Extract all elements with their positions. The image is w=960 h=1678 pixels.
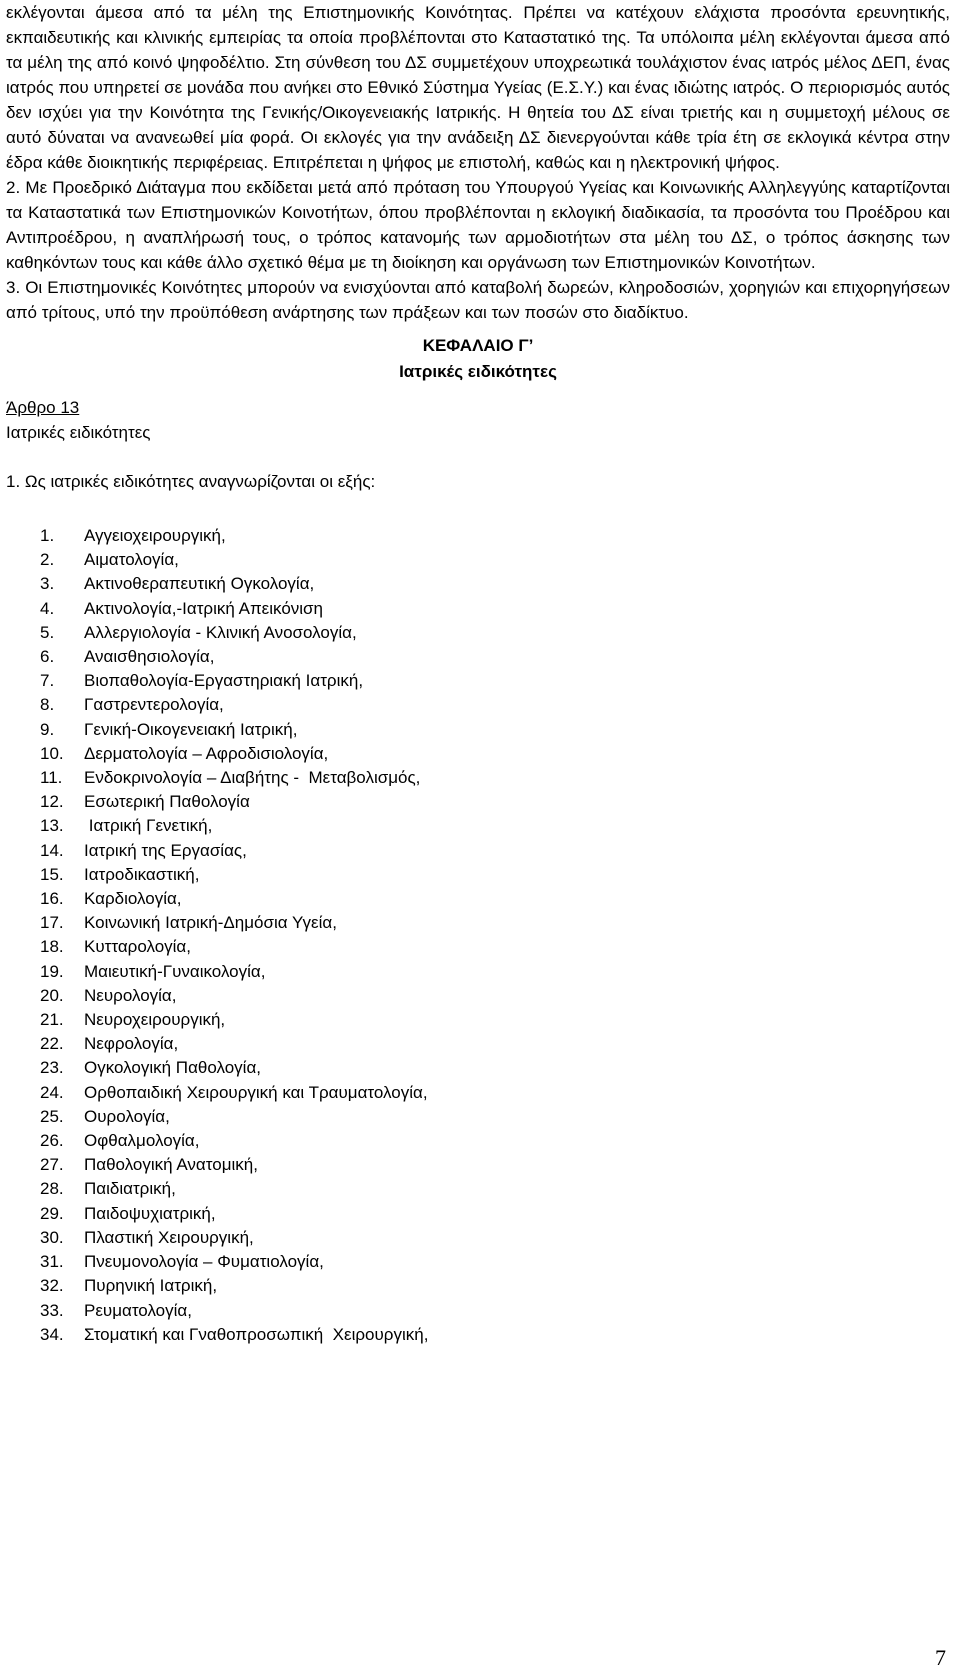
list-item-number: 19. [40, 961, 64, 981]
list-item-text: Βιοπαθολογία-Εργαστηριακή Ιατρική, [84, 671, 364, 691]
list-item-text: Πνευμονολογία – Φυματιολογία, [84, 1252, 324, 1272]
list-item [40, 1032, 950, 1056]
list-item-text: Κυτταρολογία, [84, 937, 191, 957]
chapter-heading: ΚΕΦΑΛΑΙΟ Γ’ [422, 336, 534, 355]
list-item [40, 935, 950, 959]
chapter-title: Ιατρικές ειδικότητες [399, 362, 557, 381]
list-item-text: Πυρηνική Ιατρική, [84, 1276, 218, 1296]
list-item-text: Ενδοκρινολογία – Διαβήτης - Μεταβολισμός, [84, 768, 421, 788]
list-item-number: 5. [40, 622, 55, 642]
list-item-number: 13. [40, 816, 64, 836]
article-title: Ιατρικές ειδικότητες [6, 423, 151, 442]
list-item-number: 22. [40, 1034, 64, 1054]
list-item [40, 814, 950, 838]
list-item [40, 1081, 950, 1105]
list-item-number: 29. [40, 1203, 64, 1223]
list-item-text: Πλαστική Χειρουργική, [84, 1227, 254, 1247]
list-item [40, 984, 950, 1008]
list-item-text: Αγγειοχειρουργική, [84, 526, 226, 545]
list-item-text: Ορθοπαιδική Χειρουργική και Τραυματολογία, [84, 1082, 428, 1102]
list-item [40, 1226, 950, 1250]
list-item-number: 21. [40, 1010, 64, 1030]
list-item-number: 9. [40, 719, 55, 739]
list-item [40, 1323, 950, 1347]
list-item-number: 30. [40, 1227, 64, 1247]
document-body [6, 0, 950, 1347]
list-item [40, 960, 950, 984]
list-item-text: Αναισθησιολογία, [84, 647, 215, 667]
list-item-number: 1. [40, 526, 55, 545]
list-item [40, 1274, 950, 1298]
list-item-text: Εσωτερική Παθολογία [84, 792, 250, 812]
list-item-text: Ουρολογία, [84, 1106, 170, 1126]
list-item [40, 572, 950, 596]
list-item-number: 3. [40, 574, 55, 594]
list-item-number: 33. [40, 1300, 64, 1320]
list-item-text: Δερματολογία – Αφροδισιολογία, [84, 743, 329, 763]
list-item-number: 14. [40, 840, 64, 860]
list-item-text: Ιατρική της Εργασίας, [84, 840, 247, 860]
list-item-number: 18. [40, 937, 64, 957]
article-label: Άρθρο 13 [6, 398, 80, 417]
list-item [40, 1177, 950, 1201]
list-item-text: Καρδιολογία, [84, 889, 182, 909]
list-item-number: 7. [40, 671, 55, 691]
list-item [40, 790, 950, 814]
list-item [40, 1250, 950, 1274]
intro-paragraph: εκλέγονται άμεσα από τα μέλη της Επιστημονικής Κοινότητας. Πρέπει να κατέχουν ελάχιστα προσόντα ερευνητικής, εκπαιδευτικής και κλινικής εμπειρίας τα οποία προβλέπονται στο Καταστατικό της. Τα υπόλοιπα μέλη εκλέγονται άμεσα από τα μέλη της από κοινό ψηφοδέλτιο. Στη σύνθεση του ΔΣ συμμετέχουν υποχρεωτικά τουλάχιστον ένας ιατρός μέλος ΔΕΠ, ένας ιατρός που υπηρετεί σε μονάδα που ανήκει στο Εθνικό Σύστημα Υγείας (Ε.Σ.Υ.) και ένας ιδιώτης ιατρός. Ο περιορισμός αυτός δεν ισχύει για την Κοινότητα της Γενικής/Οικογενειακής Ιατρικής. Η θητεία του ΔΣ είναι τριετής και η συμμετοχή μέλους σε αυτό δύναται να ανανεωθεί μία φορά. Οι εκλογές για την ανάδειξη ΔΣ διενεργούνται κάθε τρία έτη σε εκλογικά κέντρα στην έδρα κάθε διοικητικής περιφέρειας. Επιτρέπεται η ψήφος με επιστολή, καθώς και η ηλεκτρονική ψήφος. [6, 3, 950, 172]
list-item-text: Ακτινολογία,-Ιατρική Απεικόνιση [84, 598, 323, 618]
list-item-number: 16. [40, 889, 64, 909]
list-item-number: 2. [40, 550, 55, 570]
list-item [40, 1056, 950, 1080]
paragraph-3: 3. Οι Επιστημονικές Κοινότητες μπορούν να ενισχύονται από καταβολή δωρεών, κληροδοσιών, χορηγιών και επιχορηγήσεων από τρίτους, υπό την προϋπόθεση ανάρτησης των πράξεων και των ποσών στο διαδίκτυο. [6, 278, 950, 322]
list-item [40, 597, 950, 621]
list-item-number: 27. [40, 1155, 64, 1175]
list-item-text: Νευρολογία, [84, 985, 177, 1005]
list-item-text: Νευροχειρουργική, [84, 1010, 226, 1030]
list-item-number: 11. [40, 768, 63, 788]
specialties-list [6, 524, 950, 1347]
list-item-text: Αλλεργιολογία - Κλινική Ανοσολογία, [84, 622, 357, 642]
list-item [40, 887, 950, 911]
list-item-number: 4. [40, 598, 55, 618]
list-item [40, 1008, 950, 1032]
page-number: 7 [935, 1645, 946, 1670]
list-item-number: 24. [40, 1082, 64, 1102]
list-item [40, 524, 950, 548]
list-item [40, 1153, 950, 1177]
list-item-text: Νεφρολογία, [84, 1034, 179, 1054]
list-item-text: Γενική-Οικογενειακή Ιατρική, [84, 719, 298, 739]
list-item-number: 26. [40, 1131, 64, 1151]
list-item-number: 8. [40, 695, 55, 715]
list-item-number: 25. [40, 1106, 64, 1126]
list-item [40, 1202, 950, 1226]
list-item [40, 1105, 950, 1129]
list-item [40, 1129, 950, 1153]
list-item-number: 31. [40, 1252, 64, 1272]
list-item-text: Οφθαλμολογία, [84, 1131, 200, 1151]
list-item [40, 839, 950, 863]
list-intro: 1. Ως ιατρικές ειδικότητες αναγνωρίζονται οι εξής: [6, 472, 376, 491]
list-item [40, 863, 950, 887]
list-item-number: 10. [40, 743, 64, 763]
list-item-text: Αιματολογία, [84, 550, 179, 570]
list-item [40, 669, 950, 693]
list-item-number: 20. [40, 985, 64, 1005]
list-item-number: 6. [40, 647, 55, 667]
list-item-number: 12. [40, 792, 64, 812]
list-item-text: Ογκολογική Παθολογία, [84, 1058, 262, 1078]
list-item-text: Κοινωνική Ιατρική-Δημόσια Υγεία, [84, 913, 337, 933]
list-item [40, 1299, 950, 1323]
list-item [40, 742, 950, 766]
list-item-text: Παθολογική Ανατομική, [84, 1155, 258, 1175]
list-item-text: Μαιευτική-Γυναικολογία, [84, 961, 266, 981]
list-item-text: Ιατρική Γενετική, [84, 816, 213, 836]
list-item [40, 693, 950, 717]
list-item-text: Γαστρεντερολογία, [84, 695, 224, 715]
list-item-text: Ρευματολογία, [84, 1300, 192, 1320]
list-item-text: Παιδιατρική, [84, 1179, 176, 1199]
list-item [40, 548, 950, 572]
list-item [40, 621, 950, 645]
list-item-text: Στοματική και Γναθοπροσωπική Χειρουργική, [84, 1324, 429, 1344]
chapter-heading-block [6, 333, 950, 385]
list-item [40, 766, 950, 790]
list-item [40, 718, 950, 742]
list-item-number: 28. [40, 1179, 64, 1199]
list-item-number: 15. [40, 864, 64, 884]
list-item-text: Ιατροδικαστική, [84, 864, 200, 884]
list-item [40, 911, 950, 935]
list-item-number: 34. [40, 1324, 64, 1344]
list-item-number: 17. [40, 913, 64, 933]
list-item-text: Παιδοψυχιατρική, [84, 1203, 216, 1223]
paragraph-2: 2. Με Προεδρικό Διάταγμα που εκδίδεται μετά από πρόταση του Υπουργού Υγείας και Κοινωνικής Αλληλεγγύης καταρτίζονται τα Καταστατικά των Επιστημονικών Κοινοτήτων, όπου προβλέπονται η εκλογική διαδικασία, τα προσόντα του Προέδρου και Αντιπροέδρου, η αναπλήρωσή τους, ο τρόπος κατανομής των αρμοδιοτήτων στα μέλη του ΔΣ, ο τρόπος άσκησης των καθηκόντων τους και κάθε άλλο σχετικό θέμα με τη διοίκηση και οργάνωση των Επιστημονικών Κοινοτήτων. [6, 178, 950, 272]
list-item [40, 645, 950, 669]
list-item-number: 32. [40, 1276, 64, 1296]
list-item-number: 23. [40, 1058, 64, 1078]
list-item-text: Ακτινοθεραπευτική Ογκολογία, [84, 574, 315, 594]
